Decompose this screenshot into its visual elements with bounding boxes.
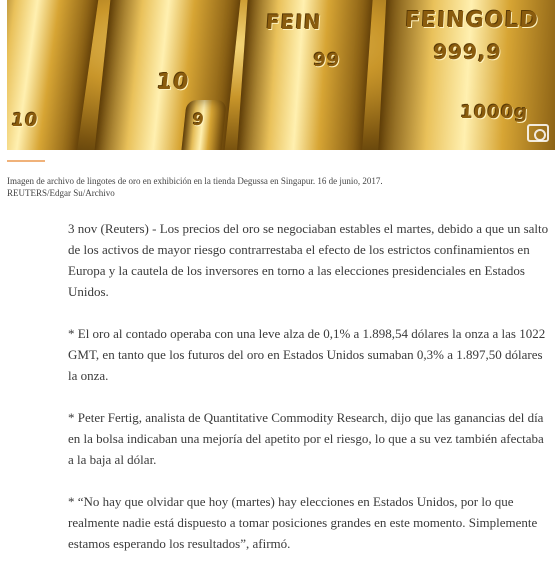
- article-body: [68, 218, 552, 575]
- expand-image-icon[interactable]: [527, 124, 549, 142]
- article-paragraph: * Peter Fertig, analista de Quantitative Commodity Research, dijo que las ganancias del día en la bolsa indicaban una mejoría del apetito por el riesgo, lo que a su vez también afectaba a la baja al dólar.: [68, 410, 544, 467]
- caption-divider: [7, 160, 45, 162]
- gold-bar-stamp: 1000g: [459, 102, 529, 123]
- gold-bar-stamp: 99: [312, 50, 342, 71]
- gold-bar-stamp: 9: [191, 110, 206, 129]
- photo-caption: Imagen de archivo de lingotes de oro en exhibición en la tienda Degussa en Singapur. 16 de junio, 2017.: [7, 176, 383, 186]
- gold-bars-photo[interactable]: [7, 0, 555, 150]
- gold-bar-stamp: 10: [155, 70, 191, 95]
- gold-bar-stamp: 999,9: [432, 40, 503, 64]
- article-paragraph: * “No hay que olvidar que hoy (martes) hay elecciones en Estados Unidos, por lo que realmente nadie está dispuesto a tomar posiciones grandes en este momento. Simplemente estamos esperando los resultados”, afirmó.: [68, 494, 538, 551]
- gold-bar-1: [7, 0, 101, 150]
- photo-credit: REUTERS/Edgar Su/Archivo: [7, 188, 115, 198]
- article-paragraph: * El oro al contado operaba con una leve alza de 0,1% a 1.898,54 dólares la onza a las 1022 GMT, en tanto que los futuros del oro en Estados Unidos sumaban 0,3% a 1.897,50 dólares la onza.: [68, 326, 546, 383]
- gold-bar-stamp: FEINGOLD: [404, 8, 540, 33]
- gold-bar-3: [235, 0, 374, 150]
- gold-bar-stamp: 10: [9, 110, 40, 131]
- article-paragraph: 3 nov (Reuters) - Los precios del oro se negociaban estables el martes, debido a que un salto de los activos de mayor riesgo contrarrestaba el efecto de los estrictos confinamientos en Europa y la cautela de los inversores en torno a las elecciones presidenciales en Estados Unidos.: [68, 221, 549, 299]
- gold-bar-stamp: FEIN: [265, 10, 323, 34]
